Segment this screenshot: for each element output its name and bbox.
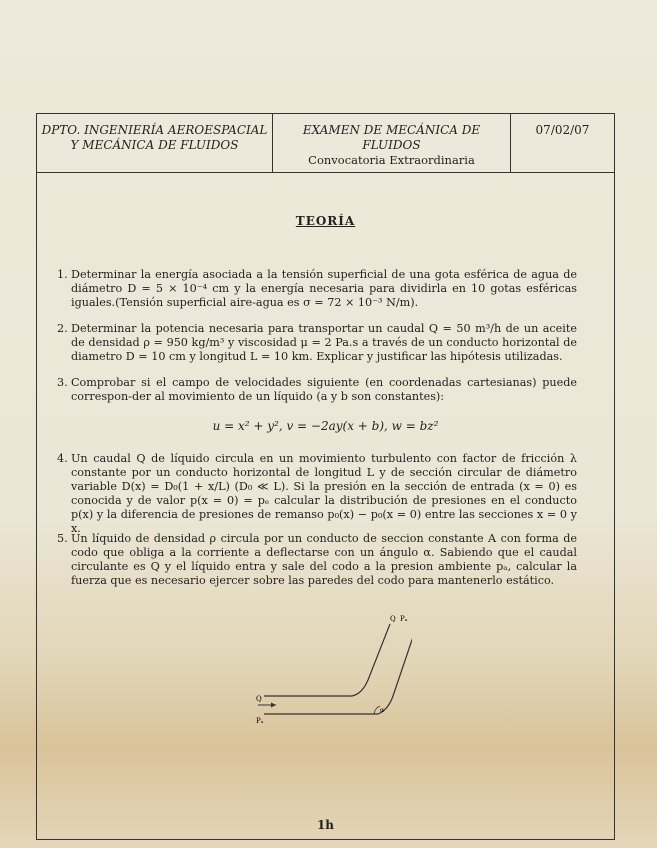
question-text: Determinar la energía asociada a la tensión superficial de una gota esférica de agua de diámetro D = 5 × 10⁻⁴ cm y la energía necesaria para dividirla en 10 gotas esféricas iguales.(Tensión superficial aire-agua es σ = 72 × 10⁻³ N/m). (71, 268, 577, 309)
question-2 (57, 322, 577, 364)
department-line-1: DPTO. INGENIERÍA AEROESPACIAL (41, 123, 268, 137)
section-title: TEORÍA (295, 214, 356, 228)
lower-wall-bend (378, 634, 412, 714)
angle-label: α (380, 707, 385, 714)
question-3 (57, 376, 577, 404)
question-text: Un líquido de densidad ρ circula por un conducto de seccion constante A con forma de codo que obliga a la corriente a deflectarse con un ángulo α. Sabiendo que el caudal circulante es Q y el líquido entra y sale del codo a la presion ambiente pₐ, calcular la fuerza que es necesario ejercer sobre las paredes del codo para mantenerlo estático. (71, 532, 577, 587)
exam-duration: 1h (316, 818, 335, 832)
inflow-q-label: Q (256, 695, 262, 703)
question-1 (57, 268, 577, 310)
question-number: 3. (57, 376, 68, 389)
outflow-q-label: Q (390, 615, 396, 623)
exam-date: 07/02/07 (535, 123, 590, 137)
exam-title: EXAMEN DE MECÁNICA DE FLUIDOS (302, 123, 481, 152)
question-number: 1. (57, 268, 68, 281)
question-number: 5. (57, 532, 68, 545)
exam-subtitle: Convocatoria Extraordinaria (308, 153, 475, 167)
exam-date-cell (511, 114, 614, 172)
inflow-arrowhead (271, 703, 276, 708)
inflow-pressure-label: Pₐ (256, 717, 264, 725)
question-5 (57, 532, 577, 588)
question-number: 4. (57, 452, 68, 465)
elbow-pipe-diagram (212, 610, 412, 740)
department-line-2: Y MECÁNICA DE FLUIDOS (70, 138, 239, 152)
exam-title-cell (273, 114, 511, 172)
upper-wall-bend (352, 624, 390, 696)
question-4 (57, 452, 577, 536)
question-text: Comprobar si el campo de velocidades siguiente (en coordenadas cartesianas) puede correspon-der al movimiento de un líquido (a y b son constantes): (71, 376, 577, 403)
question-text: Un caudal Q de líquido circula en un movimiento turbulento con factor de fricción λ constante por un conducto horizontal de longitud L y de sección circular de diámetro variable D(x) = D₀(1 + x/L) (D₀ ≪ L). Si la presión en la sección de entrada (x = 0) es conocida y de valor p(x = 0) = pₑ calcular la distribución de presiones en el conducto p(x) y la diferencia de presiones de remanso p₀(x) − p₀(x = 0) entre las secciones x = 0 y x. (71, 452, 577, 535)
exam-frame (36, 113, 615, 840)
question-number: 2. (57, 322, 68, 335)
velocity-field-formula: u = x² + y², v = −2ay(x + b), w = bz² (212, 419, 439, 433)
question-text: Determinar la potencia necesaria para transportar un caudal Q = 50 m³/h de un aceite de densidad ρ = 950 kg/m³ y viscosidad μ = 2 Pa.s a través de un conducto horizontal de diametro D = 10 cm y longitud L = 10 km. Explicar y justificar las hipótesis utilizadas. (71, 322, 577, 363)
outflow-pressure-label: Pₐ (400, 615, 408, 623)
exam-header (37, 114, 614, 173)
department-cell (37, 114, 273, 172)
